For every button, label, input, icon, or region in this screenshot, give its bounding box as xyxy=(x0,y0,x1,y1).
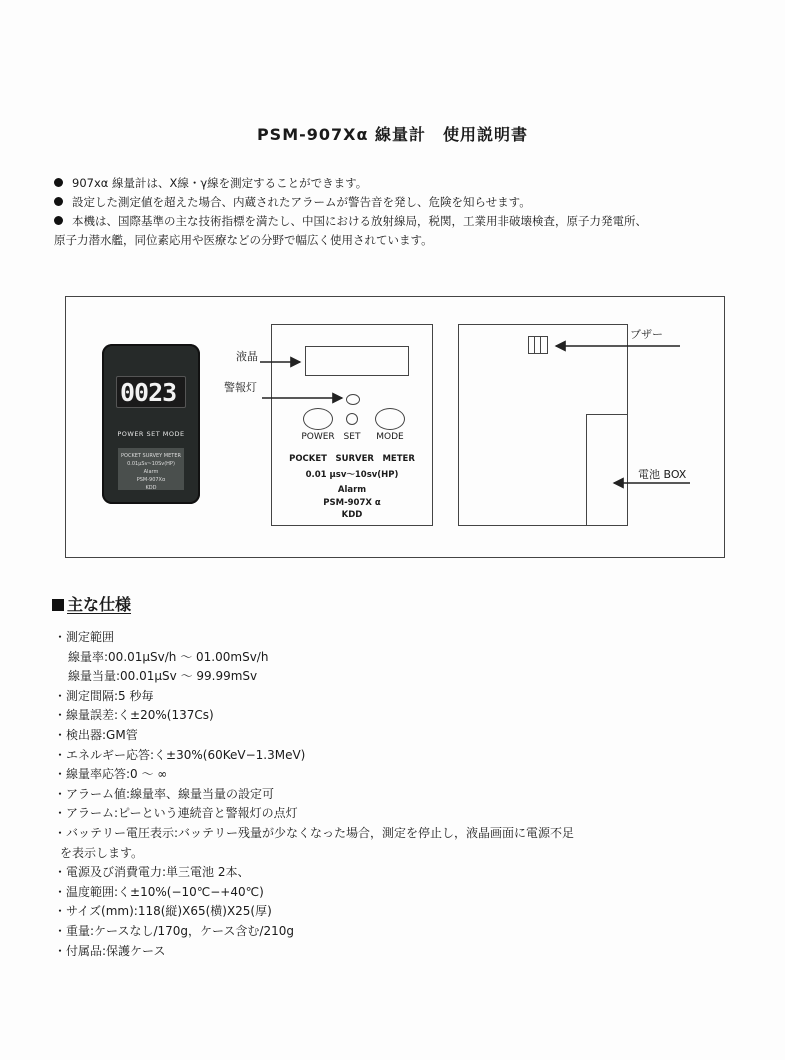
front-label-line1: POCKET SURVER METER xyxy=(289,454,415,464)
power-button-label: POWER xyxy=(301,432,335,442)
spec-line: ・アラーム:ピーという連続音と警報灯の点灯 xyxy=(54,806,298,821)
spec-line: ・エネルギー応答:く±30%(60KeV−1.3MeV) xyxy=(54,747,306,762)
spec-line: ・線量率応答:0 ～ ∞ xyxy=(54,767,168,782)
spec-line: ・アラーム値:線量率、線量当量の設定可 xyxy=(54,786,275,801)
spec-line: ・付属品:保護ケース xyxy=(54,943,166,958)
device-lcd-readout: 0023 xyxy=(116,376,186,408)
spec-line: ・測定間隔:5 秒毎 xyxy=(54,688,154,703)
front-label-line4: PSM-907X α xyxy=(323,498,381,508)
spec-line: ・線量誤差:く±20%(137Cs) xyxy=(54,708,214,723)
spec-line: ・測定範囲 xyxy=(54,630,115,644)
spec-line: ・電源及び消費電力:単三電池 2本、 xyxy=(54,865,250,880)
spec-line: 線量当量:00.01μSv ～ 99.99mSv xyxy=(68,669,258,684)
intro-item: 本機は、国際基準の主な技術指標を満たし、中国における放射線局，税関，工業用非破壊検査，原子力発電所、 xyxy=(54,212,734,231)
callout-warning-lamp: 警報灯 xyxy=(224,381,257,394)
square-bullet-icon xyxy=(52,599,64,611)
callout-battery-box: 電池 BOX xyxy=(638,468,687,481)
spec-line: ・サイズ(mm):118(縦)X65(横)X25(厚) xyxy=(54,904,272,919)
callout-buzzer: ブザー xyxy=(630,328,663,341)
set-button-label: SET xyxy=(343,432,361,442)
spec-line: ・バッテリー電圧表示:バッテリー残量が少なくなった場合，測定を停止し，液晶画面に電源不足 xyxy=(54,825,575,840)
spec-line: ・検出器:GM管 xyxy=(54,727,138,742)
device-label-panel: POCKET SURVEY METER 0.01μSv~10Sv(HP) Alarm PSM-907Xα KDD xyxy=(118,448,184,490)
spec-line: を表示します。 xyxy=(60,845,144,860)
document-title: PSM-907Xα 線量計 使用説明書 xyxy=(256,125,529,144)
device-buttons-label: POWER SET MODE xyxy=(117,430,185,438)
intro-item: 設定した測定値を超えた場合、内蔵されたアラームが警告音を発し、危険を知らせます。 xyxy=(54,193,734,212)
front-label-line2: 0.01 μsv～10sv(HP) xyxy=(305,470,399,480)
intro-item-continued: 原子力潜水艦，同位素応用や医療などの分野で幅広く使用されています。 xyxy=(54,233,433,247)
callout-lcd: 液晶 xyxy=(236,350,258,363)
front-label-line3: Alarm xyxy=(337,485,367,495)
spec-line: ・温度範囲:く±10%(−10℃−+40℃) xyxy=(54,884,264,899)
specs-list xyxy=(54,628,754,961)
specs-heading: 主な仕様 xyxy=(52,592,131,615)
intro-item: 907xα 線量計は、X線・γ線を測定することができます。 xyxy=(54,174,734,193)
spec-line: ・重量:ケースなし/170g，ケース含む/210g xyxy=(54,923,294,938)
mode-button-label: MODE xyxy=(376,432,404,442)
front-label-line5: KDD xyxy=(341,510,363,520)
spec-line: 線量率:00.01μSv/h ～ 01.00mSv/h xyxy=(68,649,269,664)
